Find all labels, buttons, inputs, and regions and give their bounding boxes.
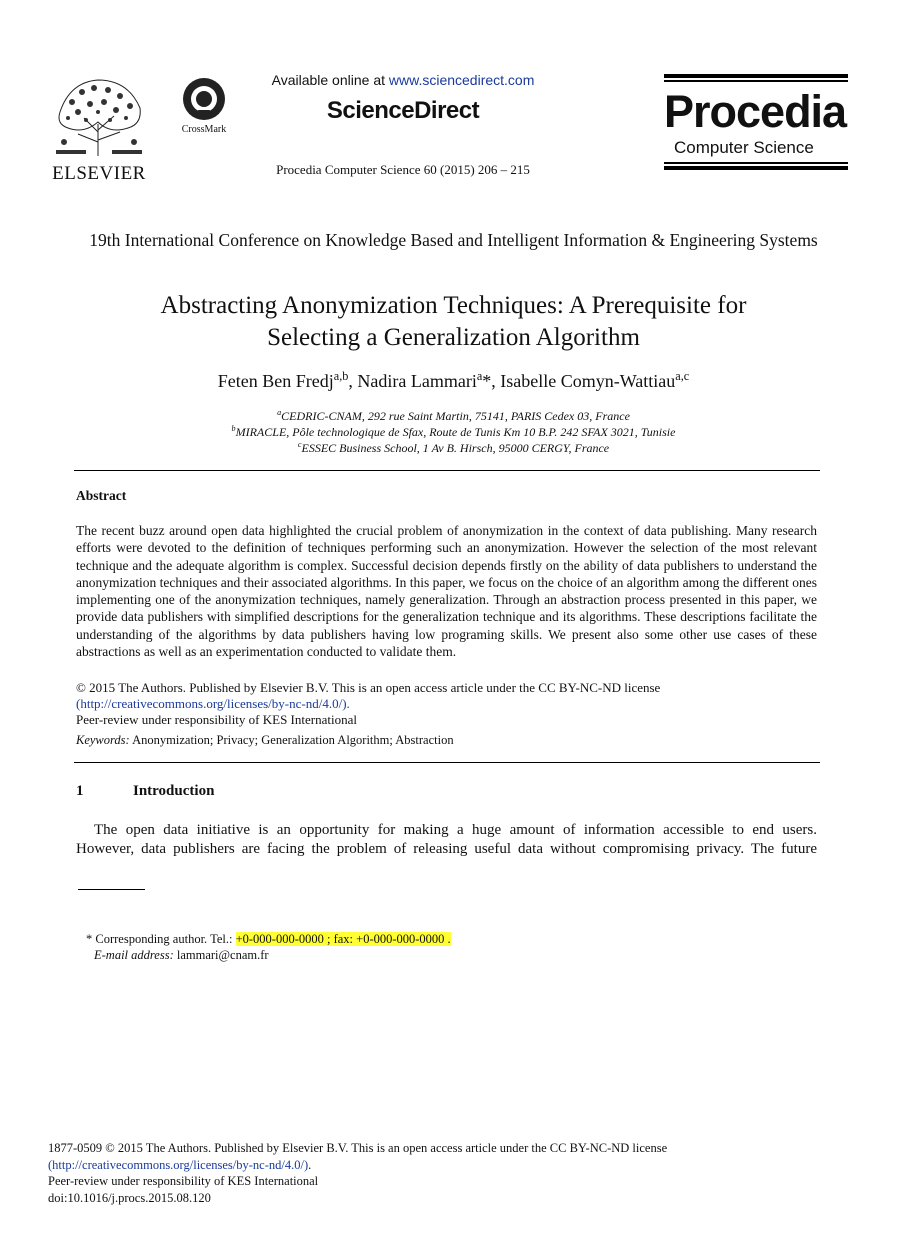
abstract-license [76,680,817,728]
affiliation-text: MIRACLE, Pôle technologique de Sfax, Route de Tunis Km 10 B.P. 242 SFAX 3021, Tunisie [235,425,676,439]
keywords [76,733,817,748]
abstract-divider [74,762,820,763]
footer-license-link[interactable]: (http://creativecommons.org/licenses/by-nc-nd/4.0/) [48,1157,309,1172]
procedia-top-rule-thin [664,80,848,82]
footnote-prefix: Corresponding author. Tel.: [92,932,236,946]
footer-period: . [308,1157,312,1172]
elsevier-tree-icon [50,72,148,158]
affiliation-mark: b [231,424,236,433]
affiliation-text: ESSEC Business School, 1 Av B. Hirsch, 95000 CERGY, France [301,441,610,455]
journal-citation: Procedia Computer Science 60 (2015) 206 – 215 [276,162,530,177]
author-affiliation-mark: a,b [333,369,349,383]
abstract-heading: Abstract [76,488,127,503]
corresponding-author-line [86,931,786,947]
section-number: 1 [76,783,84,799]
conference-name: 19th International Conference on Knowledge Based and Intelligent Information & Engineering Systems [89,230,818,250]
procedia-bottom-rule-thick [664,166,848,170]
author-affiliation-mark: a,c [675,369,690,383]
author-separator: *, [482,371,501,391]
email-address[interactable]: lammari@cnam.fr [173,948,269,962]
peer-review-line: Peer-review under responsibility of KES International [76,712,357,727]
license-url-link[interactable]: (http://creativecommons.org/licenses/by-nc-nd/4.0/). [76,696,350,711]
author-name: Feten Ben Fredj [217,371,334,391]
email-label: E-mail address: [94,948,174,962]
affiliation-mark: c [297,440,302,449]
affiliation-text: CEDRIC-CNAM, 292 rue Saint Martin, 75141, PARIS Cedex 03, France [281,409,630,423]
author-name: Nadira Lammari [357,371,477,391]
procedia-wordmark: Procedia [664,86,847,137]
paper-title [60,290,847,354]
crossmark-label: CrossMark [181,124,227,135]
elsevier-wordmark: ELSEVIER [52,163,146,184]
paper-title-line2: Selecting a Generalization Algorithm [267,324,640,351]
author-separator: , [348,371,358,391]
author-name: Isabelle Comyn-Wattiau [500,371,676,391]
crossmark-icon [181,76,227,122]
section-heading [76,783,215,800]
abstract-body: The recent buzz around open data highlighted the crucial problem of anonymization in the context of data publishing. Many research efforts were devoted to the definition of techniques performing such an anonymization. However the selection of the most relevant technique and the adequate algorithm is complex. Successful decision depends firstly on the ability of data publishers to understand the anonymization techniques and their associated algorithms. In this paper, we focus on the choice of an algorithm among the different ones implementing one of the anonymization techniques, namely generalization. Through an abstraction process presented in this paper, we provide data publishers with simplified descriptions for the generalization technique and its algorithms. These descriptions facilitate the understanding of the algorithms by data publishers having low programing skills. We present also some other use cases of these abstractions as well as an experimentation conducted to validate them. [76,523,817,660]
affiliation-item [60,440,847,456]
footer-doi[interactable]: doi:10.1016/j.procs.2015.08.120 [48,1190,211,1205]
footer-issn-line: 1877-0509 © 2015 The Authors. Published by Elsevier B.V. This is an open access article under the CC BY-NC-ND license [48,1141,668,1155]
section-title: Introduction [133,783,215,799]
affiliation-mark: a [277,408,282,417]
crossmark-badge[interactable] [176,76,232,135]
available-online [258,72,548,88]
keywords-list: Anonymization; Privacy; Generalization Algorithm; Abstraction [129,733,454,747]
affiliation-item [60,424,847,440]
phone-fax-highlight: +0-000-000-0000 ; fax: +0-000-000-0000 . [235,932,451,946]
footnote-star: * [86,932,93,946]
intro-line: However, data publishers are facing the problem of releasing useful data without compromising privacy. The future [76,841,817,857]
copyright-line: © 2015 The Authors. Published by Elsevier B.V. This is an open access article under the CC BY-NC-ND license [76,680,661,695]
sciencedirect-url-link[interactable]: www.sciencedirect.com [388,72,535,88]
footer-license-line [48,1157,868,1174]
footer-peer-review: Peer-review under responsibility of KES International [48,1174,319,1188]
footnote [86,931,786,963]
procedia-bottom-rule [664,162,848,164]
procedia-subtitle: Computer Science [674,138,814,157]
author-list [60,371,847,392]
affiliation-item [60,408,847,424]
procedia-logo[interactable] [664,74,848,176]
page-footer [48,1140,868,1206]
procedia-top-rule [664,74,848,78]
keywords-label: Keywords: [76,733,130,747]
paper-title-line1: Abstracting Anonymization Techniques: A Prerequisite for [160,292,747,319]
sciencedirect-logo[interactable]: ScienceDirect [326,97,480,124]
email-line [86,947,786,963]
header-divider [74,470,820,471]
intro-paragraph [76,821,817,859]
author-affiliation-mark: a [476,369,483,383]
footnote-divider [78,889,145,890]
elsevier-logo[interactable] [50,72,148,184]
affiliations [60,408,847,456]
available-online-prefix: Available online at [271,72,389,88]
intro-line: The open data initiative is an opportunity for making a huge amount of information accessible to end users. [94,822,817,838]
